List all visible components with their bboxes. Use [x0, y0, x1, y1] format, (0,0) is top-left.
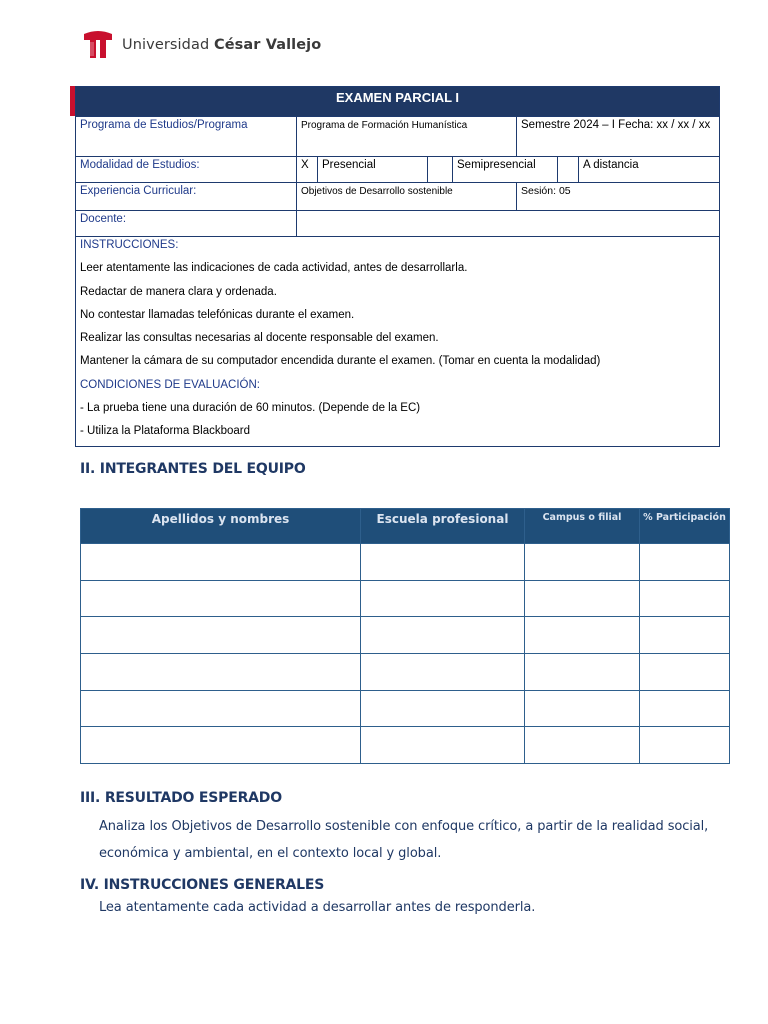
col-participacion: % Participación: [640, 509, 730, 544]
team-table-header: [81, 509, 730, 544]
programa-row: [76, 117, 719, 157]
programa-value: Programa de Formación Humanística: [297, 117, 517, 156]
table-row: [81, 617, 730, 654]
distancia-checkbox[interactable]: [558, 157, 579, 182]
table-cell[interactable]: [525, 654, 640, 691]
table-cell[interactable]: [361, 544, 525, 581]
table-row: [81, 654, 730, 691]
table-cell[interactable]: [361, 727, 525, 764]
table-cell[interactable]: [361, 654, 525, 691]
table-cell[interactable]: [361, 690, 525, 727]
exam-info-table: [75, 86, 720, 447]
condicion-item: - Utiliza la Plataforma Blackboard: [80, 425, 251, 438]
table-cell[interactable]: [525, 727, 640, 764]
team-table: [80, 508, 730, 764]
docente-row: [76, 211, 719, 237]
table-cell[interactable]: [640, 544, 730, 581]
experiencia-row: [76, 183, 719, 211]
semipresencial-checkbox[interactable]: [428, 157, 453, 182]
modalidad-semipresencial: Semipresencial: [453, 157, 558, 182]
modalidad-row: [76, 157, 719, 183]
table-row: [81, 580, 730, 617]
section-instrucciones-heading: IV. INSTRUCCIONES GENERALES: [80, 877, 325, 893]
col-apellidos: Apellidos y nombres: [81, 509, 361, 544]
table-cell[interactable]: [640, 617, 730, 654]
table-cell[interactable]: [361, 617, 525, 654]
table-cell[interactable]: [81, 544, 361, 581]
presencial-checkbox[interactable]: X: [297, 157, 318, 182]
table-cell[interactable]: [640, 690, 730, 727]
table-row: [81, 727, 730, 764]
modalidad-presencial: Presencial: [318, 157, 428, 182]
resultado-line-2: económica y ambiental, en el contexto local y global.: [99, 846, 442, 861]
sesion: Sesión: 05: [521, 185, 571, 197]
table-cell[interactable]: [525, 544, 640, 581]
modalidad-label: Modalidad de Estudios:: [76, 157, 297, 182]
col-campus: Campus o filial: [525, 509, 640, 544]
modalidad-distancia: A distancia: [583, 159, 639, 171]
condiciones-label: CONDICIONES DE EVALUACIÓN:: [80, 378, 260, 391]
table-cell[interactable]: [640, 580, 730, 617]
docente-label: Docente:: [76, 211, 297, 236]
experiencia-value: Objetivos de Desarrollo sostenible: [297, 183, 517, 210]
table-cell[interactable]: [81, 617, 361, 654]
table-cell[interactable]: [525, 580, 640, 617]
instruccion-item: Realizar las consultas necesarias al docente responsable del examen.: [80, 332, 439, 345]
experiencia-label: Experiencia Curricular:: [76, 183, 297, 210]
instruccion-item: Leer atentamente las indicaciones de cada actividad, antes de desarrollarla.: [80, 262, 468, 275]
section-resultado-heading: III. RESULTADO ESPERADO: [80, 790, 282, 806]
table-cell[interactable]: [525, 617, 640, 654]
table-cell[interactable]: [640, 727, 730, 764]
condicion-item: - La prueba tiene una duración de 60 minutos. (Depende de la EC): [80, 402, 421, 415]
table-cell[interactable]: [81, 580, 361, 617]
resultado-line-1: Analiza los Objetivos de Desarrollo sostenible con enfoque crítico, a partir de la realidad social,: [99, 819, 709, 834]
instruccion-item: No contestar llamadas telefónicas durante el examen.: [80, 308, 355, 321]
instrucciones-generales-line: Lea atentamente cada actividad a desarrollar antes de responderla.: [99, 900, 536, 915]
instruccion-item: Redactar de manera clara y ordenada.: [80, 285, 277, 298]
table-cell[interactable]: [361, 580, 525, 617]
table-row: [81, 544, 730, 581]
col-escuela: Escuela profesional: [361, 509, 525, 544]
university-name: Universidad César Vallejo: [122, 37, 322, 53]
table-row: [81, 690, 730, 727]
table-cell[interactable]: [81, 727, 361, 764]
docente-field[interactable]: [297, 211, 719, 236]
table-cell[interactable]: [81, 690, 361, 727]
programa-label: Programa de Estudios/Programa: [76, 117, 297, 156]
instruccion-item: Mantener la cámara de su computador encendida durante el examen. (Tomar en cuenta la modalidad): [80, 355, 601, 368]
instructions-block: [76, 237, 719, 446]
exam-title: EXAMEN PARCIAL I: [76, 87, 719, 117]
instrucciones-label: INSTRUCCIONES:: [80, 239, 179, 251]
table-cell[interactable]: [640, 654, 730, 691]
semestre-fecha: Semestre 2024 – I Fecha: xx / xx / xx: [521, 119, 711, 131]
ucv-shield-icon: [82, 30, 114, 60]
university-logo: [82, 30, 321, 60]
table-cell[interactable]: [81, 654, 361, 691]
table-cell[interactable]: [525, 690, 640, 727]
section-integrantes-heading: II. INTEGRANTES DEL EQUIPO: [80, 461, 306, 477]
